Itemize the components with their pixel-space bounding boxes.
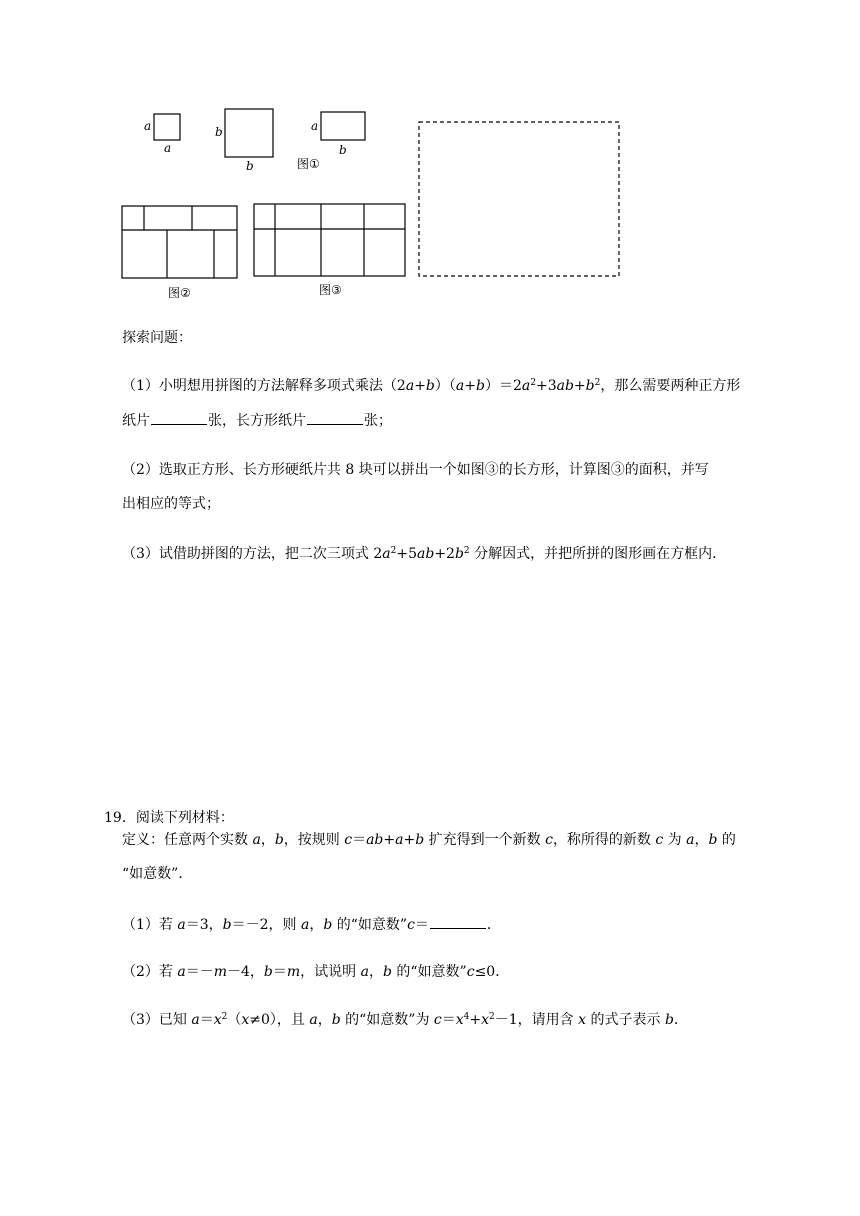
square-a-tile [154,114,180,140]
label-rect-a: a [311,119,319,133]
problem19-q3: （3）已知 $a=x^2(x\ne 0)$，且 a，b 的“如意数”为 $c=x^4+x^2-1$，请用含 x 的式子表示 b． [122,1012,688,1028]
explore-q2-line2: 出相应的等式； [122,496,220,512]
problem19-q1: （1）若 a＝3，b＝－2，则 a，b 的“如意数”c＝ ． [122,914,501,935]
explore-q2-line1: （2）选取正方形、长方形硬纸片共 8 块可以拼出一个如图③的长方形，计算图③的面积，并写 [122,462,709,478]
blank-rect-count[interactable] [307,410,363,425]
problem19-q2: （2）若 a＝－m－4，b＝m，试说明 a，b 的“如意数”c≤0． [122,964,510,980]
caption-fig1: 图① [297,157,320,171]
square-b-tile [225,109,273,157]
explore-heading: 探索问题： [122,330,192,346]
label-a-bottom: a [164,141,172,155]
blank-c-value[interactable] [430,914,486,929]
caption-fig2: 图② [168,286,191,300]
figure-3 [254,204,405,276]
tile-figure [0,0,860,320]
label-b-side: b [215,125,223,139]
explore-q1-line2: 纸片 张，长方形纸片 张； [122,410,392,431]
label-rect-b: b [339,143,347,157]
label-a-side: a [144,119,152,133]
label-b-bottom: b [246,159,254,173]
problem19-heading: 19．阅读下列材料： [104,810,234,826]
blank-square-count[interactable] [151,410,207,425]
answer-box [419,122,619,276]
explore-q1-line1: （1）小明想用拼图的方法解释多项式乘法$(2a+b)(a+b)=2a^2+3ab+b^2$，那么需要两种正方形 [122,378,741,394]
explore-q3: （3）试借助拼图的方法，把二次三项式 $2a^2+5ab+2b^2$ 分解因式，并把所拼的图形画在方框内． [122,546,727,562]
problem19-definition-line2: “如意数”． [122,866,193,882]
caption-fig3: 图③ [319,283,342,297]
rect-ab-tile [321,112,365,140]
figure-2 [122,206,237,278]
problem19-definition-line1: 定义：任意两个实数 a，b，按规则 c＝ab+a+b 扩充得到一个新数 c，称所得的新数 c 为 a，b 的 [122,832,736,848]
